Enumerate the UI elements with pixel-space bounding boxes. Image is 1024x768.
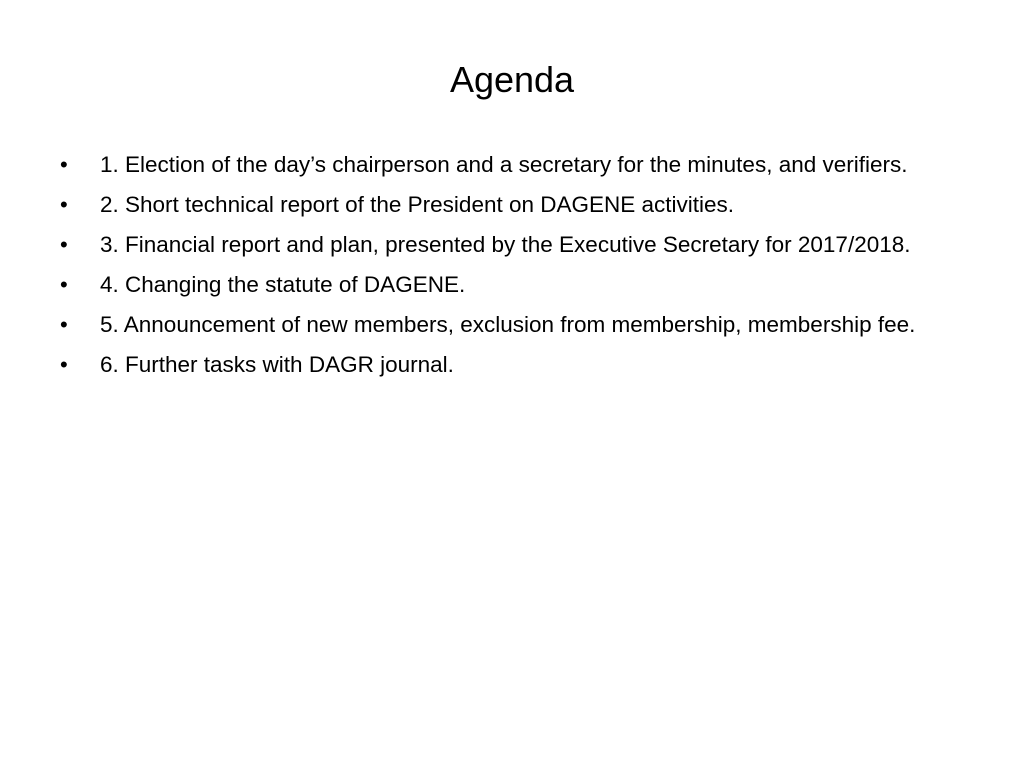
agenda-item-text: 1. Election of the day’s chairperson and a secretary for the minutes, and verifiers. xyxy=(100,152,908,177)
agenda-item-text: 5. Announcement of new members, exclusion from membership, membership fee. xyxy=(100,312,916,337)
agenda-item-text: 3. Financial report and plan, presented by the Executive Secretary for 2017/2018. xyxy=(100,232,911,257)
agenda-item-1 xyxy=(56,148,956,182)
bullet-icon: • xyxy=(60,272,68,297)
agenda-item-text: 6. Further tasks with DAGR journal. xyxy=(100,352,454,377)
agenda-item-text: 4. Changing the statute of DAGENE. xyxy=(100,272,466,297)
agenda-item-6 xyxy=(56,348,956,382)
bullet-icon: • xyxy=(60,352,68,377)
agenda-item-2 xyxy=(56,188,956,222)
agenda-item-text: 2. Short technical report of the President on DAGENE activities. xyxy=(100,192,735,217)
agenda-item-4 xyxy=(56,268,956,302)
bullet-icon: • xyxy=(60,232,68,257)
bullet-icon: • xyxy=(60,152,68,177)
agenda-item-3 xyxy=(56,228,956,262)
bullet-icon: • xyxy=(60,192,68,217)
agenda-list xyxy=(56,148,956,388)
bullet-icon: • xyxy=(60,312,68,337)
slide-title: Agenda xyxy=(449,59,575,100)
agenda-item-5 xyxy=(56,308,956,342)
